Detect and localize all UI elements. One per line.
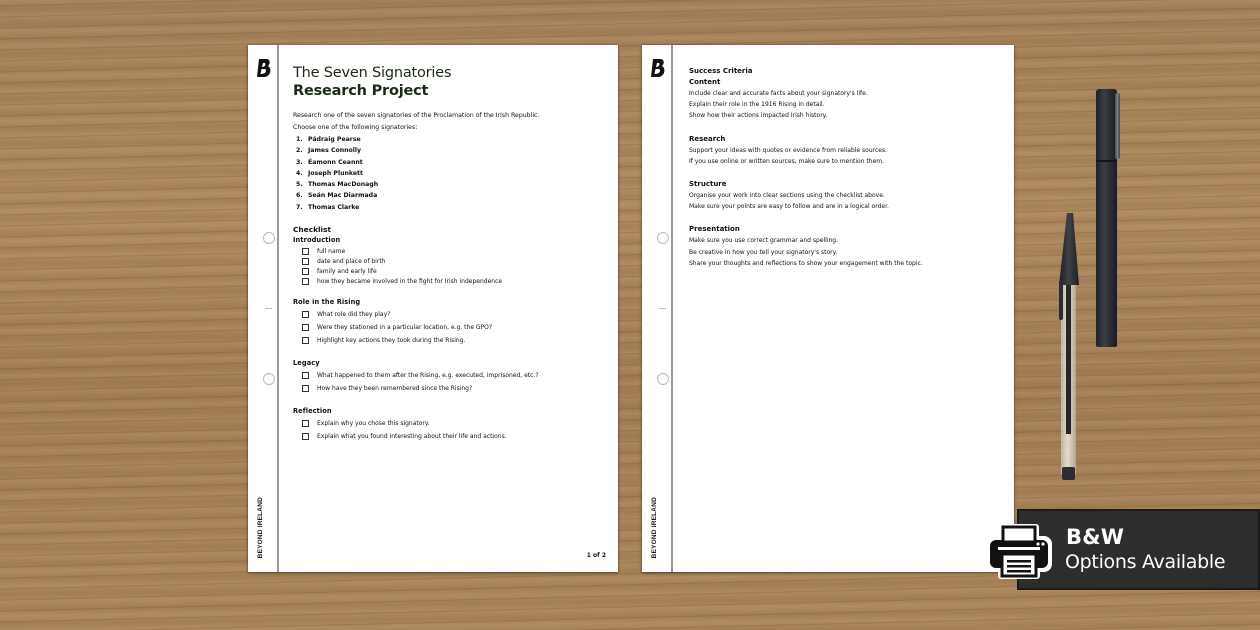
signatory-item bbox=[296, 145, 604, 156]
checkbox[interactable] bbox=[302, 324, 309, 331]
checklist-item[interactable] bbox=[293, 334, 604, 347]
ballpoint-pen-end-plug bbox=[1062, 467, 1075, 480]
criteria-line: Include clear and accurate facts about your signatory's life. bbox=[689, 90, 868, 97]
list-number: 2. bbox=[296, 147, 303, 155]
checklist-item-label: full name bbox=[317, 247, 346, 255]
signatory-name: James Connolly bbox=[308, 147, 362, 155]
worksheet-page-2 bbox=[642, 45, 1014, 572]
list-number: 3. bbox=[296, 158, 303, 166]
page-number: 1 of 2 bbox=[586, 552, 606, 559]
worksheet-page-1 bbox=[248, 45, 618, 572]
checklist-item-label: What happened to them after the Rising, e.g. executed, imprisoned, etc.? bbox=[317, 372, 539, 380]
section-heading-reflection: Reflection bbox=[293, 407, 332, 416]
checklist-item[interactable] bbox=[293, 308, 604, 321]
ballpoint-pen-cap bbox=[1059, 213, 1079, 285]
signatory-name: Pádraig Pearse bbox=[308, 136, 361, 143]
checklist-item-label: date and place of birth bbox=[317, 257, 386, 265]
list-number: 4. bbox=[296, 169, 303, 177]
criteria-line: Support your ideas with quotes or evidence from reliable sources. bbox=[689, 146, 887, 154]
margin-line bbox=[277, 45, 279, 572]
choose-text: Choose one of the following signatories: bbox=[293, 123, 418, 131]
checkbox[interactable] bbox=[302, 268, 309, 275]
criteria-line: Make sure you use correct grammar and spelling. bbox=[689, 237, 838, 245]
criteria-line: If you use online or written sources, make sure to mention them. bbox=[689, 157, 885, 165]
punch-hole bbox=[657, 373, 669, 385]
punch-hole bbox=[263, 373, 275, 385]
checkbox[interactable] bbox=[302, 337, 309, 344]
brand-label: BEYOND IRELAND bbox=[651, 496, 658, 558]
ballpoint-pen-clip bbox=[1059, 280, 1063, 320]
ballpoint-pen-ink-tube bbox=[1066, 284, 1071, 434]
criteria-line: Show how their actions impacted Irish history. bbox=[689, 112, 828, 120]
checklist-item-label: Explain what you found interesting about their life and actions. bbox=[317, 433, 507, 441]
marker-pen-clip bbox=[1115, 93, 1120, 159]
checklist-item[interactable] bbox=[293, 430, 604, 443]
checklist-item-label: What role did they play? bbox=[317, 311, 391, 319]
checklist-item[interactable] bbox=[293, 321, 604, 334]
fold-mark bbox=[659, 308, 666, 309]
checklist-item[interactable] bbox=[293, 256, 604, 266]
signatory-name: Seán Mac Diarmada bbox=[308, 192, 378, 200]
signatory-item bbox=[296, 202, 604, 213]
list-number: 1. bbox=[296, 136, 303, 143]
checklist-item-label: how they became involved in the fight for Irish independence bbox=[317, 277, 503, 285]
page-2-content bbox=[689, 66, 1000, 269]
criteria-heading-content: Content bbox=[689, 78, 721, 86]
criteria-line: Explain their role in the 1916 Rising in detail. bbox=[689, 101, 825, 109]
list-number: 7. bbox=[296, 203, 303, 211]
list-number: 5. bbox=[296, 181, 303, 189]
title-line-2: Research Project bbox=[293, 83, 429, 99]
checklist-item[interactable] bbox=[293, 276, 604, 286]
criteria-line: Be creative in how you tell your signatory's story. bbox=[689, 248, 838, 256]
section-heading-role: Role in the Rising bbox=[293, 298, 361, 307]
checkbox[interactable] bbox=[302, 372, 309, 379]
signatory-item bbox=[296, 134, 604, 145]
checkbox[interactable] bbox=[302, 311, 309, 318]
criteria-heading-structure: Structure bbox=[689, 180, 727, 189]
checklist-item[interactable] bbox=[293, 266, 604, 276]
checklist-item[interactable] bbox=[293, 417, 604, 430]
checklist-heading: Checklist bbox=[293, 225, 331, 235]
intro-text: Research one of the seven signatories of the Proclamation of the Irish Republic. bbox=[293, 112, 540, 119]
brand-label: BEYOND IRELAND bbox=[257, 496, 264, 558]
page-1-content bbox=[293, 65, 604, 443]
checklist-item-label: Explain why you chose this signatory. bbox=[317, 420, 430, 428]
section-heading-legacy: Legacy bbox=[293, 359, 320, 368]
criteria-heading-research: Research bbox=[689, 134, 726, 143]
punch-hole bbox=[657, 232, 669, 244]
signatory-item bbox=[296, 157, 604, 168]
checklist-item-label: family and early life bbox=[317, 267, 377, 275]
signatory-item bbox=[296, 168, 604, 179]
checklist-item[interactable] bbox=[293, 246, 604, 256]
bw-options-badge bbox=[1017, 509, 1260, 590]
section-heading-introduction: Introduction bbox=[293, 236, 341, 245]
criteria-line: Organise your work into clear sections using the checklist above. bbox=[689, 192, 885, 200]
checklist-item-label: Highlight key actions they took during the Rising. bbox=[317, 337, 466, 345]
signatory-item bbox=[296, 179, 604, 190]
signatory-name: Thomas Clarke bbox=[308, 203, 360, 211]
checklist-item-label: Were they stationed in a particular location, e.g. the GPO? bbox=[317, 324, 493, 332]
checklist-item[interactable] bbox=[293, 369, 604, 382]
signatory-name: Éamonn Ceannt bbox=[308, 158, 363, 166]
badge-title: B&W bbox=[1066, 525, 1125, 549]
list-number: 6. bbox=[296, 192, 303, 200]
criteria-line: Share your thoughts and reflections to show your engagement with the topic. bbox=[689, 259, 923, 267]
signatory-item bbox=[296, 190, 604, 201]
signatory-name: Thomas MacDonagh bbox=[308, 181, 379, 189]
badge-subtitle: Options Available bbox=[1065, 551, 1226, 573]
marker-pen bbox=[1096, 89, 1117, 347]
criteria-heading-presentation: Presentation bbox=[689, 225, 740, 234]
checkbox[interactable] bbox=[302, 420, 309, 427]
marker-pen-cap-edge bbox=[1096, 160, 1117, 162]
beyond-logo-icon bbox=[650, 58, 666, 78]
checkbox[interactable] bbox=[302, 433, 309, 440]
checklist-item[interactable] bbox=[293, 382, 604, 395]
checkbox[interactable] bbox=[302, 258, 309, 265]
checklist-item-label: How have they been remembered since the Rising? bbox=[317, 385, 473, 393]
signatory-name: Joseph Plunkett bbox=[308, 169, 363, 177]
success-criteria-heading: Success Criteria bbox=[689, 67, 753, 75]
printer-icon bbox=[985, 523, 1053, 579]
checkbox[interactable] bbox=[302, 248, 309, 255]
title-line-1: The Seven Signatories bbox=[293, 65, 452, 81]
beyond-logo-icon bbox=[256, 58, 272, 78]
criteria-line: Make sure your points are easy to follow and are in a logical order. bbox=[689, 203, 889, 211]
punch-hole bbox=[263, 232, 275, 244]
signatory-list bbox=[293, 134, 604, 213]
checkbox[interactable] bbox=[302, 385, 309, 392]
margin-line bbox=[671, 45, 673, 572]
checkbox[interactable] bbox=[302, 278, 309, 285]
fold-mark bbox=[265, 308, 272, 309]
